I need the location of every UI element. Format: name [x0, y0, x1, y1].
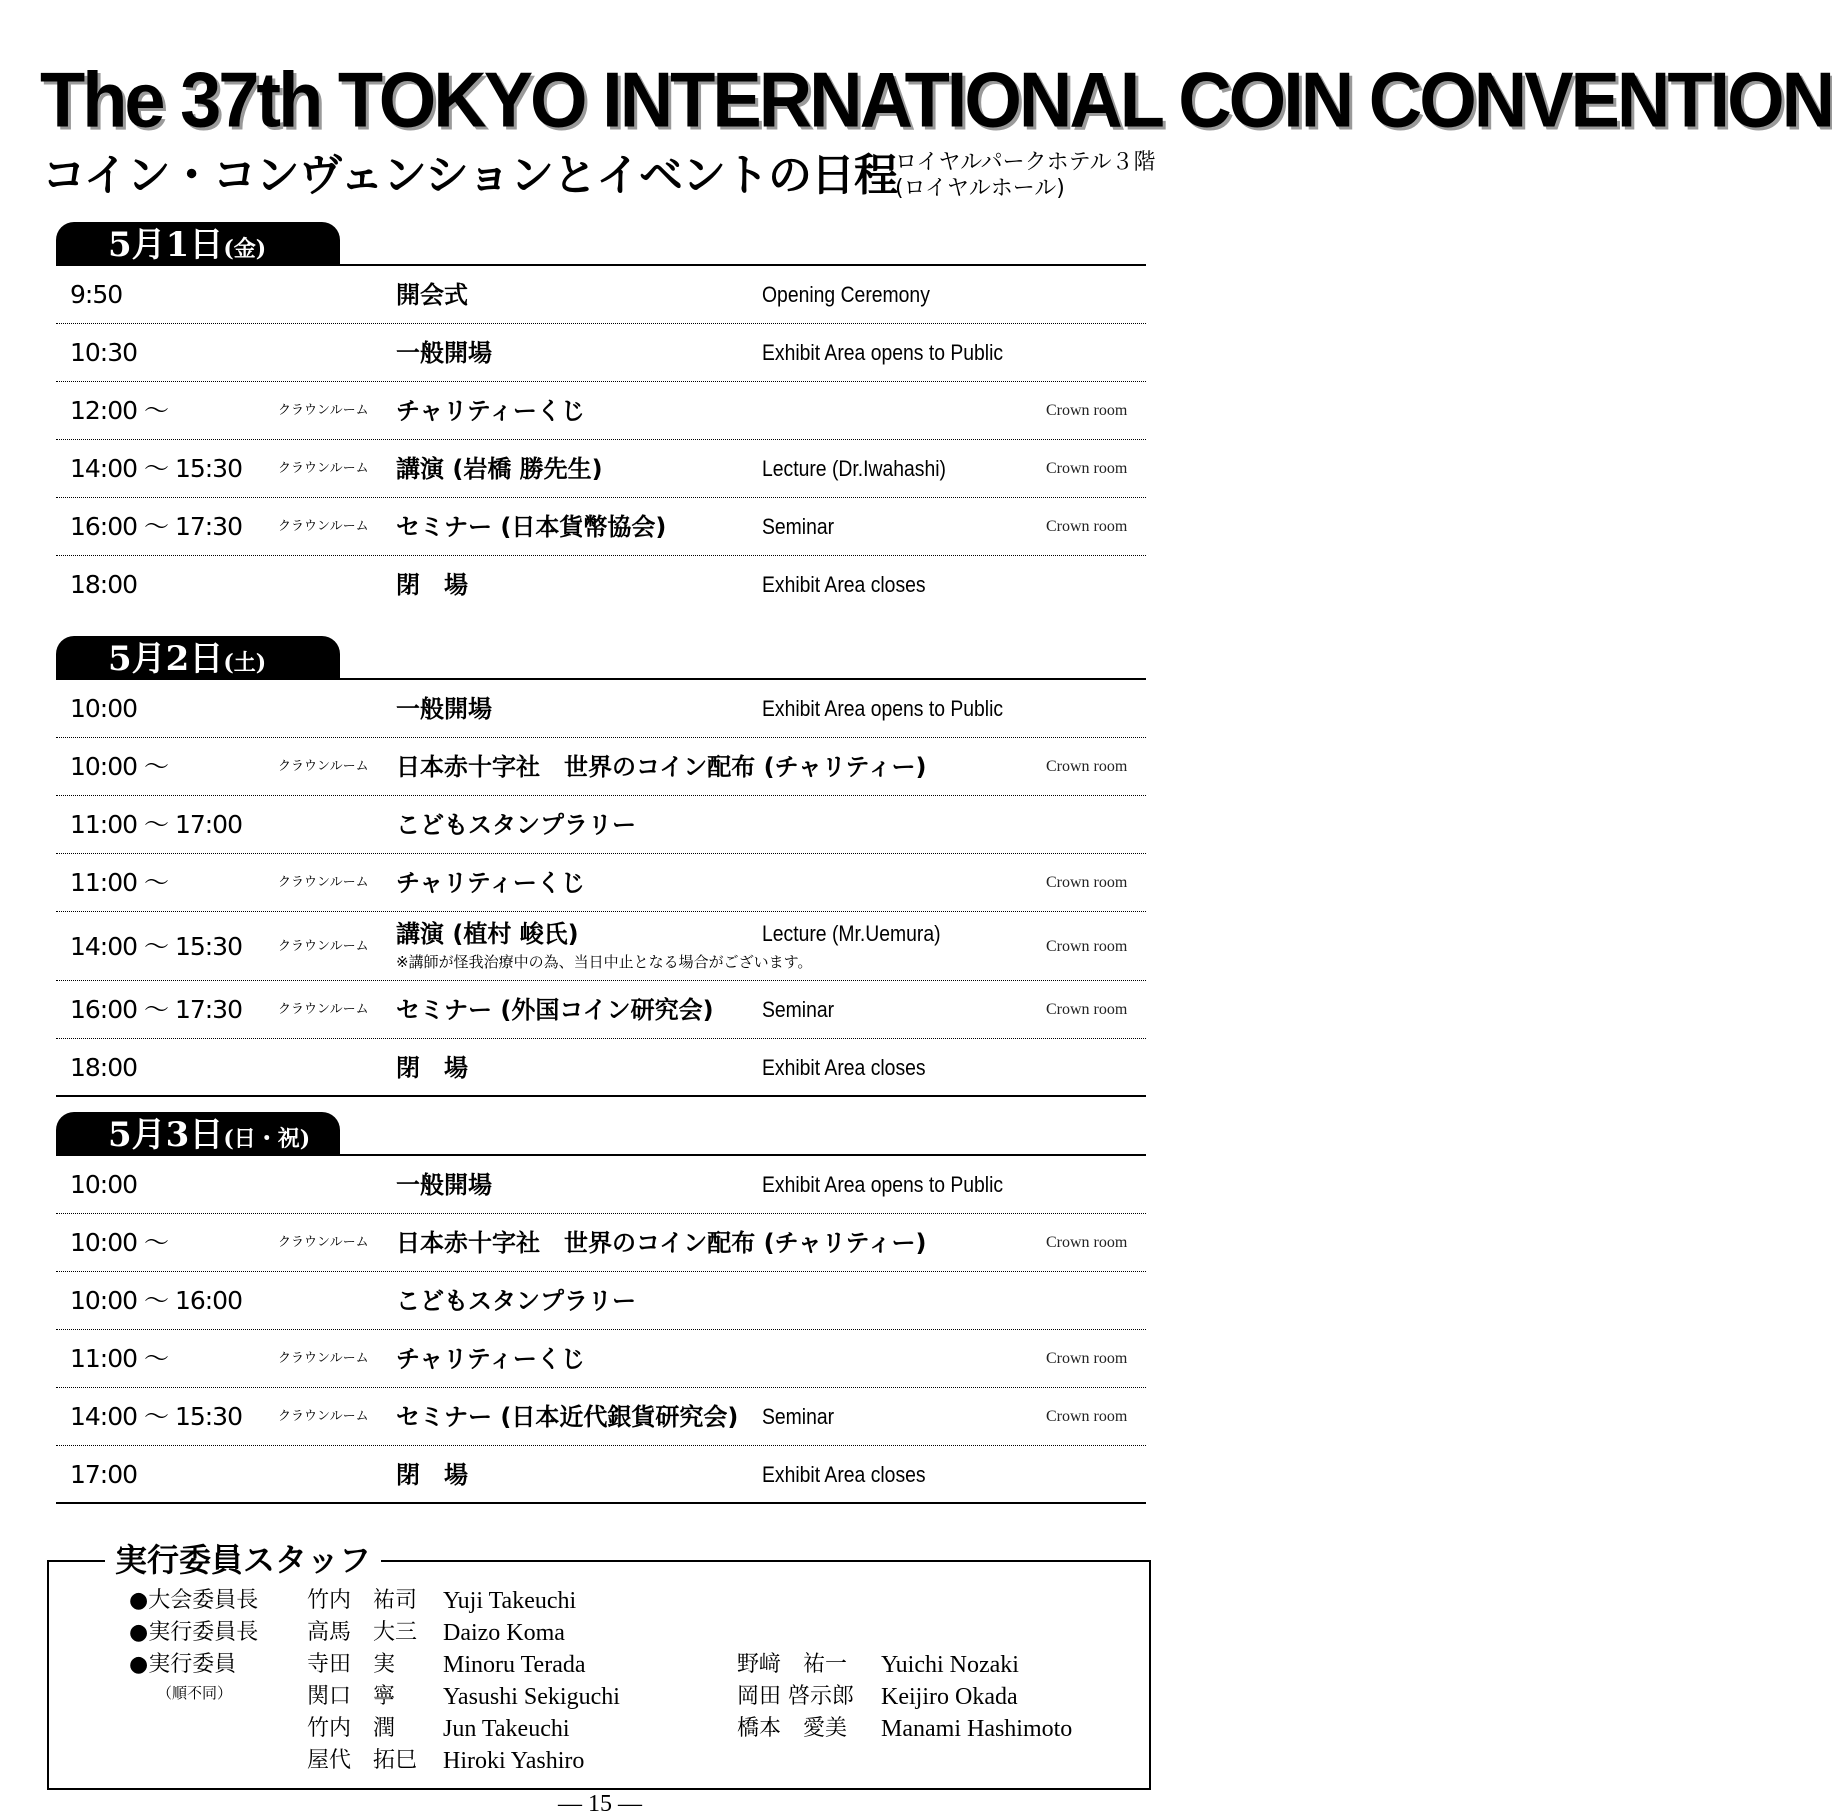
- event-row: [56, 382, 1146, 440]
- event-row: [56, 1272, 1146, 1330]
- event-title-ja: 日本赤十字社 世界のコイン配布 (チャリティー): [396, 753, 927, 781]
- event-row: [56, 854, 1146, 912]
- day-of-week: (土): [223, 650, 267, 676]
- event-room-en: Crown room: [1046, 1234, 1128, 1251]
- event-time: 14:00 ～ 15:30: [70, 932, 242, 961]
- staff-name-en: Minoru Terada: [443, 1652, 586, 1678]
- day-of-week: (金): [223, 236, 267, 262]
- venue-line: (ロイヤルホール): [895, 176, 1065, 201]
- event-title-en: Seminar: [762, 997, 835, 1022]
- event-room-en: Crown room: [1046, 1001, 1128, 1018]
- event-time: 16:00 ～ 17:30: [70, 995, 242, 1024]
- event-room-en: Crown room: [1046, 1408, 1128, 1425]
- event-title-ja: 講演 (植村 峻氏): [396, 920, 579, 948]
- event-row: [56, 1156, 1146, 1214]
- event-title-ja: チャリティーくじ: [396, 869, 585, 897]
- event-room-en: Crown room: [1046, 938, 1128, 955]
- event-title-ja: 閉 場: [396, 571, 468, 599]
- event-room: クラウンルーム: [278, 1351, 369, 1366]
- event-title-en: Lecture (Mr.Uemura): [762, 921, 941, 946]
- event-time: 18:00: [70, 570, 138, 599]
- event-time: 10:00 ～: [70, 1228, 168, 1257]
- event-title-ja: 開会式: [396, 281, 468, 309]
- staff-row-chair: [129, 1586, 258, 1616]
- staff-title: 実行委員スタッフ: [105, 1538, 381, 1582]
- staff-name-en: Yasushi Sekiguchi: [443, 1684, 620, 1710]
- event-title-ja: セミナー (外国コイン研究会): [396, 996, 714, 1024]
- event-row: [56, 440, 1146, 498]
- staff-section: [47, 1541, 1151, 1790]
- event-list: [56, 1156, 1146, 1504]
- event-time: 9:50: [70, 280, 123, 309]
- staff-name-en: Yuichi Nozaki: [881, 1652, 1019, 1678]
- staff-name-en: Keijiro Okada: [881, 1684, 1018, 1710]
- event-row: [56, 324, 1146, 382]
- event-title-ja: チャリティーくじ: [396, 397, 585, 425]
- staff-name: 橋本 愛美: [737, 1716, 848, 1741]
- page-subtitle: コイン・コンヴェンションとイベントの日程: [42, 150, 897, 201]
- event-time: 11:00 ～ 17:00: [70, 810, 242, 839]
- staff-order-note: （順不同）: [157, 1684, 233, 1702]
- event-list: [56, 680, 1146, 1097]
- event-title-en: Seminar: [762, 1404, 835, 1429]
- event-room: クラウンルーム: [278, 519, 369, 534]
- event-title-en: Opening Ceremony: [762, 282, 930, 307]
- staff-name: 高馬 大三: [307, 1620, 418, 1645]
- event-title-en: Exhibit Area opens to Public: [762, 1172, 1004, 1197]
- event-room: クラウンルーム: [278, 461, 369, 476]
- event-row: [56, 738, 1146, 796]
- event-list: [56, 266, 1146, 614]
- day-label: 5月3日: [108, 1115, 224, 1155]
- event-title-ja: セミナー (日本貨幣協会): [396, 513, 667, 541]
- event-time: 16:00 ～ 17:30: [70, 512, 242, 541]
- day-label: 5月2日: [108, 639, 224, 679]
- event-room: クラウンルーム: [278, 1235, 369, 1250]
- event-room: クラウンルーム: [278, 1002, 369, 1017]
- event-row: [56, 1039, 1146, 1097]
- venue-line: ロイヤルパークホテル３階: [895, 150, 1156, 175]
- day-label: 5月1日: [108, 225, 224, 265]
- event-title-ja: セミナー (日本近代銀貨研究会): [396, 1403, 739, 1431]
- event-title-ja: こどもスタンプラリー: [396, 811, 636, 839]
- event-title-en: Exhibit Area closes: [762, 1462, 926, 1487]
- event-title-en: Lecture (Dr.Iwahashi): [762, 456, 947, 481]
- page-number: ― 15 ―: [558, 1791, 642, 1817]
- day-header: [56, 1112, 340, 1156]
- event-room-en: Crown room: [1046, 874, 1128, 891]
- event-title-ja: 一般開場: [396, 1171, 492, 1199]
- event-time: 10:00 ～ 16:00: [70, 1286, 242, 1315]
- day-of-week: (日・祝): [223, 1126, 311, 1152]
- event-room-en: Crown room: [1046, 1350, 1128, 1367]
- staff-name-en: Manami Hashimoto: [881, 1716, 1073, 1742]
- staff-name: 竹内 祐司: [307, 1588, 418, 1613]
- event-title-ja: 閉 場: [396, 1054, 468, 1082]
- event-title-ja: 一般開場: [396, 339, 492, 367]
- event-room-en: Crown room: [1046, 518, 1128, 535]
- staff-name: 寺田 実: [307, 1652, 396, 1677]
- staff-name-en: Hiroki Yashiro: [443, 1748, 585, 1774]
- event-title-ja: 一般開場: [396, 695, 492, 723]
- event-room: クラウンルーム: [278, 939, 369, 954]
- event-time: 14:00 ～ 15:30: [70, 1402, 242, 1431]
- venue-info: [895, 150, 1155, 202]
- event-time: 12:00 ～: [70, 396, 168, 425]
- event-row: [56, 266, 1146, 324]
- event-row: [56, 556, 1146, 614]
- event-row: [56, 498, 1146, 556]
- event-title-en: Seminar: [762, 514, 835, 539]
- staff-role: ●大会委員長: [129, 1588, 259, 1613]
- day-header: [56, 636, 340, 680]
- event-time: 10:00: [70, 694, 138, 723]
- page-title: The 37th TOKYO INTERNATIONAL COIN CONVENTION: [40, 55, 1832, 144]
- event-row: [56, 912, 1146, 981]
- event-room: クラウンルーム: [278, 1409, 369, 1424]
- event-room-en: Crown room: [1046, 402, 1128, 419]
- event-room-en: Crown room: [1046, 758, 1128, 775]
- event-time: 11:00 ～: [70, 868, 168, 897]
- event-time: 17:00: [70, 1460, 138, 1489]
- event-title-en: Exhibit Area opens to Public: [762, 696, 1004, 721]
- event-time: 18:00: [70, 1053, 138, 1082]
- event-row: [56, 680, 1146, 738]
- event-row: [56, 1214, 1146, 1272]
- event-time: 11:00 ～: [70, 1344, 168, 1373]
- staff-name-en: Yuji Takeuchi: [443, 1588, 577, 1614]
- event-room: クラウンルーム: [278, 759, 369, 774]
- event-room: クラウンルーム: [278, 403, 369, 418]
- staff-name-en: Daizo Koma: [443, 1620, 565, 1646]
- event-time: 10:30: [70, 338, 138, 367]
- event-title-en: Exhibit Area closes: [762, 1055, 926, 1080]
- event-row: [56, 1446, 1146, 1504]
- event-title-ja: 閉 場: [396, 1461, 468, 1489]
- event-time: 10:00: [70, 1170, 138, 1199]
- event-title-ja: こどもスタンプラリー: [396, 1287, 636, 1315]
- event-note: ※講師が怪我治療中の為、当日中止となる場合がございます。: [396, 953, 813, 971]
- event-title-en: Exhibit Area closes: [762, 572, 926, 597]
- event-room-en: Crown room: [1046, 460, 1128, 477]
- day-header: [56, 222, 340, 266]
- staff-name: 関口 寧: [307, 1684, 396, 1709]
- staff-name: 野﨑 祐一: [737, 1652, 848, 1677]
- staff-name-en: Jun Takeuchi: [443, 1716, 570, 1742]
- event-row: [56, 1388, 1146, 1446]
- event-row: [56, 796, 1146, 854]
- event-title-ja: 講演 (岩橋 勝先生): [396, 455, 603, 483]
- staff-role: ●実行委員長: [129, 1620, 259, 1645]
- event-title-en: Exhibit Area opens to Public: [762, 340, 1004, 365]
- staff-role: ●実行委員: [129, 1652, 237, 1677]
- event-row: [56, 981, 1146, 1039]
- event-time: 10:00 ～: [70, 752, 168, 781]
- event-row: [56, 1330, 1146, 1388]
- event-title-ja: チャリティーくじ: [396, 1345, 585, 1373]
- staff-name: 岡田 啓示郎: [737, 1684, 854, 1709]
- staff-name: 竹内 潤: [307, 1716, 396, 1741]
- staff-name: 屋代 拓巳: [307, 1748, 418, 1773]
- event-time: 14:00 ～ 15:30: [70, 454, 242, 483]
- event-room: クラウンルーム: [278, 875, 369, 890]
- event-title-ja: 日本赤十字社 世界のコイン配布 (チャリティー): [396, 1229, 927, 1257]
